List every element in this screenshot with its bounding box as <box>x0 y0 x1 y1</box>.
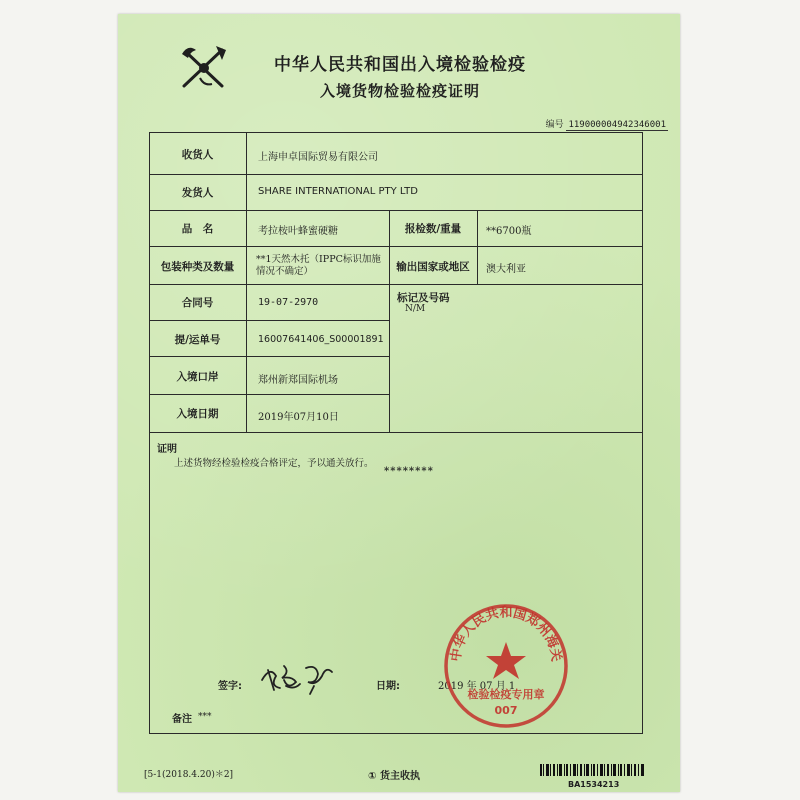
packaging-label: 包装种类及数量 <box>160 261 235 273</box>
origin-label: 输出国家或地区 <box>396 261 470 273</box>
port-label: 入境口岸 <box>176 371 219 383</box>
signature-label: 签字: <box>218 681 242 692</box>
row-divider <box>149 432 643 433</box>
marks-value: N/M <box>405 304 426 314</box>
seal-subtext: 检验检疫专用章 <box>467 688 545 701</box>
document-title: 入境货物检验检疫证明 <box>319 82 480 100</box>
row-divider <box>149 356 389 357</box>
seal-text: 中华人民共和国郑州海关 <box>448 605 564 663</box>
row-divider <box>149 174 643 175</box>
serial-label: 编号 <box>545 120 564 130</box>
packaging-value: **1天然木托（IPPC标识加施情况不确定） <box>256 254 381 277</box>
product-value: 考拉桉叶蜂蜜硬糖 <box>258 226 338 237</box>
row-divider <box>149 210 643 211</box>
barcode-number: BA1534213 <box>568 780 620 789</box>
row-divider <box>149 284 643 285</box>
consignor-value: SHARE INTERNATIONAL PTY LTD <box>258 186 418 197</box>
contract-value: 19-07-2970 <box>258 297 319 308</box>
row-divider <box>149 394 389 395</box>
column-divider <box>389 210 390 432</box>
entry-date-label: 入境日期 <box>176 408 219 420</box>
bill-value: 16007641406_S00001891 <box>258 334 384 345</box>
form-code: [5-1(2018.4.20)＊2] <box>144 770 234 780</box>
quantity-label: 报检数/重量 <box>404 223 462 235</box>
column-divider <box>246 132 247 432</box>
certification-text: 上述货物经检验检疫合格评定，予以通关放行。 <box>174 458 374 469</box>
remarks-label: 备注 <box>172 714 192 725</box>
certification-stars: ******** <box>384 466 434 477</box>
row-divider <box>149 320 389 321</box>
row-divider <box>149 246 643 247</box>
column-divider <box>477 210 478 284</box>
copy-designation: ① 货主收执 <box>368 771 420 782</box>
consignee-value: 上海申卓国际贸易有限公司 <box>258 152 378 163</box>
serial-number: 11900000494234600​1 <box>568 120 666 130</box>
quantity-value: **6700瓶 <box>486 226 532 237</box>
origin-value: 澳大利亚 <box>486 264 526 275</box>
serial-number-block <box>546 117 668 130</box>
barcode-icon <box>540 764 644 776</box>
date-label: 日期: <box>376 681 400 692</box>
signature-handwriting <box>258 656 338 696</box>
product-label: 品 名 <box>181 223 214 235</box>
title-line1: 中华人民共和国出入境检验检疫 <box>274 55 526 75</box>
bill-label: 提/运单号 <box>174 334 221 346</box>
port-value: 郑州新郑国际机场 <box>258 375 338 386</box>
certification-heading: 证明 <box>157 444 177 455</box>
consignee-label: 收货人 <box>181 149 214 161</box>
date-value: 2019 年 07 月 1 <box>438 681 516 692</box>
marks-label: 标记及号码 <box>397 292 450 304</box>
remarks-value: *** <box>198 712 212 722</box>
seal-code: 007 <box>494 704 518 717</box>
official-seal-stamp <box>440 600 572 732</box>
contract-label: 合同号 <box>181 297 214 309</box>
entry-date-value: 2019年07月10日 <box>258 412 339 423</box>
consignor-label: 发货人 <box>181 187 214 199</box>
